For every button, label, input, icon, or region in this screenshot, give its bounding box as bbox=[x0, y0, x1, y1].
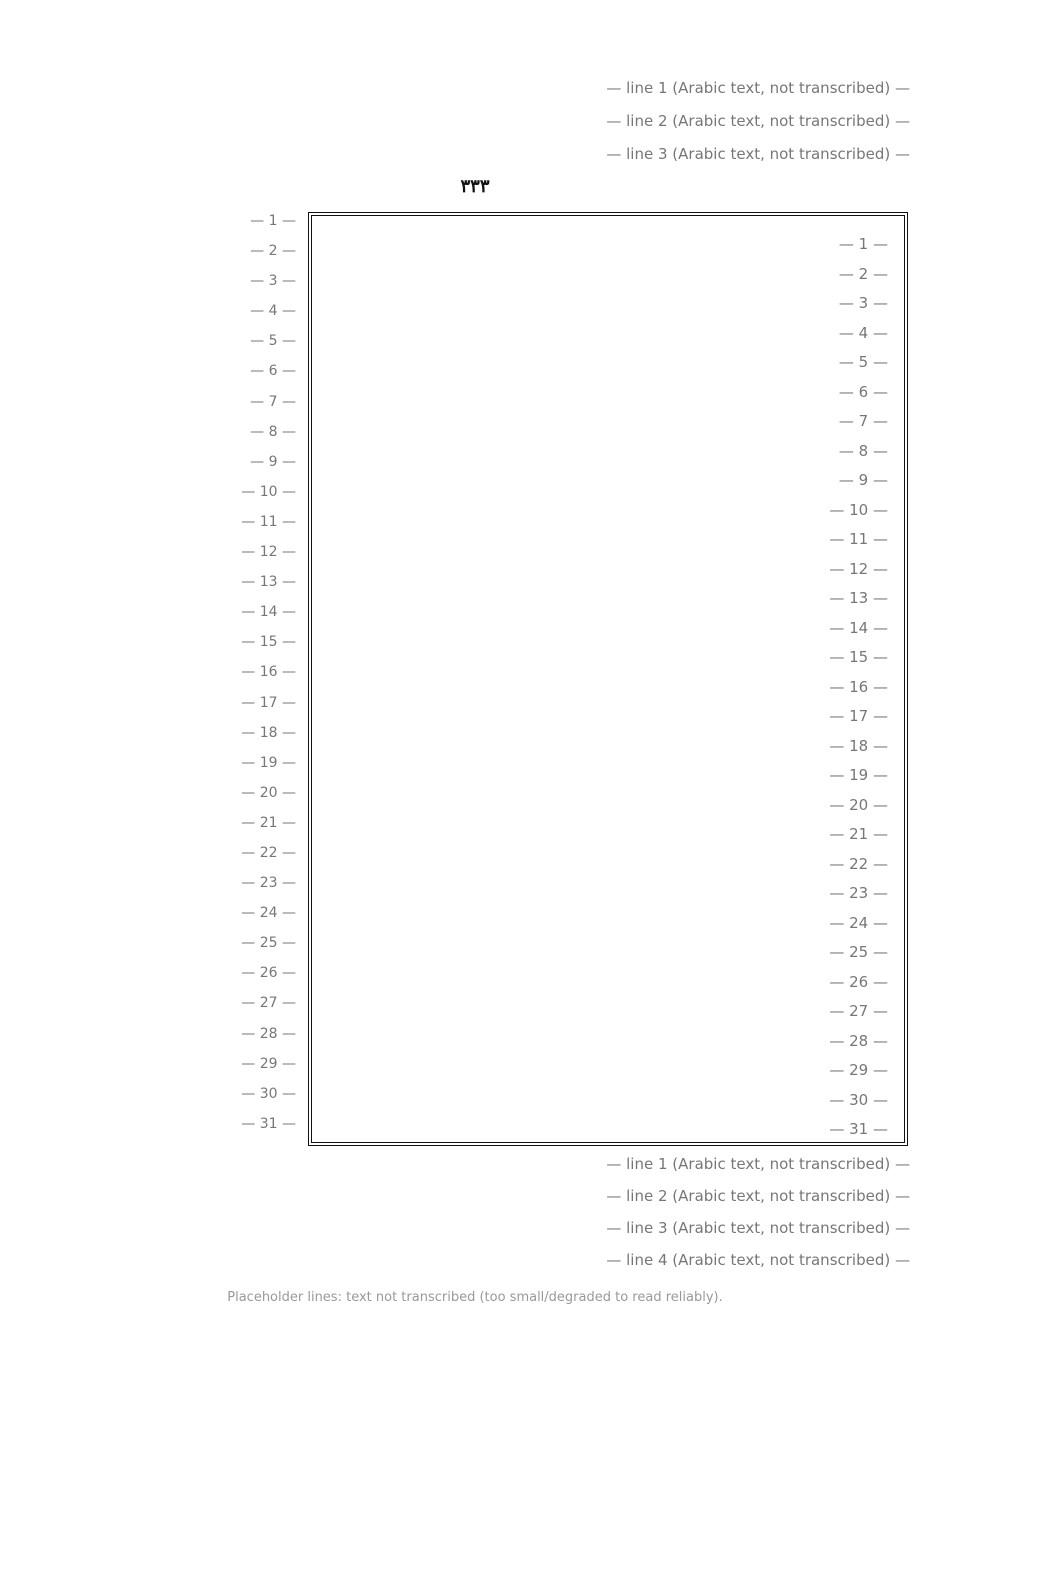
side-line: — 12 — bbox=[241, 544, 296, 561]
main-line: — 29 — bbox=[829, 1061, 888, 1079]
side-line: — 6 — bbox=[250, 363, 296, 380]
bottom-line: — line 1 (Arabic text, not transcribed) — bbox=[606, 1155, 910, 1173]
side-line: — 9 — bbox=[250, 453, 296, 470]
side-line: — 26 — bbox=[241, 965, 296, 982]
main-line: — 24 — bbox=[829, 913, 888, 932]
side-line: — 17 — bbox=[241, 694, 296, 711]
main-line: — 12 — bbox=[829, 559, 888, 578]
main-line: — 14 — bbox=[829, 618, 888, 637]
side-line: — 3 — bbox=[250, 273, 296, 290]
side-line: — 7 — bbox=[250, 393, 296, 410]
main-line: — 28 — bbox=[829, 1031, 888, 1050]
side-line: — 11 — bbox=[241, 513, 296, 530]
transcription-note: Placeholder lines: text not transcribed (too small/degraded to read reliably). bbox=[227, 1290, 723, 1305]
side-line: — 24 — bbox=[241, 905, 296, 922]
side-line: — 15 — bbox=[241, 634, 296, 651]
side-line: — 20 — bbox=[241, 784, 296, 801]
side-line: — 25 — bbox=[241, 935, 296, 952]
side-line: — 30 — bbox=[241, 1085, 296, 1102]
main-line: — 27 — bbox=[829, 1002, 888, 1020]
side-line: — 8 — bbox=[250, 423, 296, 440]
main-line: — 23 — bbox=[829, 884, 888, 902]
side-line: — 23 — bbox=[241, 875, 296, 892]
side-line: — 1 — bbox=[250, 213, 296, 229]
main-line: — 5 — bbox=[838, 353, 888, 371]
main-line: — 9 — bbox=[838, 471, 888, 489]
main-line: — 21 — bbox=[829, 825, 888, 843]
main-line: — 16 — bbox=[829, 677, 888, 696]
top-line: — line 1 (Arabic text, not transcribed) — bbox=[606, 79, 910, 97]
side-line: — 29 — bbox=[241, 1055, 296, 1072]
side-line: — 19 — bbox=[241, 754, 296, 771]
main-text-box bbox=[308, 212, 908, 1146]
side-line: — 16 — bbox=[241, 664, 296, 681]
side-line: — 18 — bbox=[241, 724, 296, 741]
side-line: — 28 — bbox=[241, 1025, 296, 1042]
main-line: — 31 — bbox=[829, 1120, 888, 1138]
main-line: — 20 — bbox=[829, 795, 888, 814]
page-number: ٣٣٣ bbox=[460, 176, 490, 197]
side-line: — 31 — bbox=[241, 1115, 296, 1132]
main-line: — 26 — bbox=[829, 972, 888, 991]
side-line: — 21 — bbox=[241, 814, 296, 831]
bottom-line: — line 3 (Arabic text, not transcribed) — bbox=[606, 1219, 910, 1237]
main-line: — 18 — bbox=[829, 736, 888, 755]
main-line: — 17 — bbox=[829, 707, 888, 725]
main-line: — 1 — bbox=[838, 235, 888, 253]
main-line: — 2 — bbox=[838, 264, 888, 283]
side-line: — 5 — bbox=[250, 333, 296, 350]
main-line: — 6 — bbox=[838, 382, 888, 401]
main-line: — 30 — bbox=[829, 1090, 888, 1109]
main-line: — 10 — bbox=[829, 500, 888, 519]
side-line: — 13 — bbox=[241, 574, 296, 591]
side-line: — 2 — bbox=[250, 243, 296, 260]
main-line: — 15 — bbox=[829, 648, 888, 666]
side-line: — 14 — bbox=[241, 604, 296, 621]
main-line: — 25 — bbox=[829, 943, 888, 961]
side-line: — 4 — bbox=[250, 303, 296, 320]
bottom-line: — line 4 (Arabic text, not transcribed) — bbox=[606, 1251, 910, 1269]
main-line: — 4 — bbox=[838, 323, 888, 342]
top-line: — line 2 (Arabic text, not transcribed) — bbox=[606, 112, 910, 130]
top-line: — line 3 (Arabic text, not transcribed) — bbox=[606, 145, 910, 163]
side-line: — 10 — bbox=[241, 483, 296, 500]
side-line: — 22 — bbox=[241, 844, 296, 861]
bottom-line: — line 2 (Arabic text, not transcribed) — bbox=[606, 1187, 910, 1205]
main-line: — 22 — bbox=[829, 854, 888, 873]
main-line: — 8 — bbox=[838, 441, 888, 460]
bottom-hashiya bbox=[40, 1148, 910, 1276]
main-line: — 11 — bbox=[829, 530, 888, 548]
main-line: — 3 — bbox=[838, 294, 888, 312]
main-line: — 13 — bbox=[829, 589, 888, 607]
top-hashiya bbox=[40, 72, 910, 171]
main-line: — 7 — bbox=[838, 412, 888, 430]
main-line: — 19 — bbox=[829, 766, 888, 784]
side-commentary bbox=[44, 206, 296, 1139]
side-line: — 27 — bbox=[241, 995, 296, 1012]
